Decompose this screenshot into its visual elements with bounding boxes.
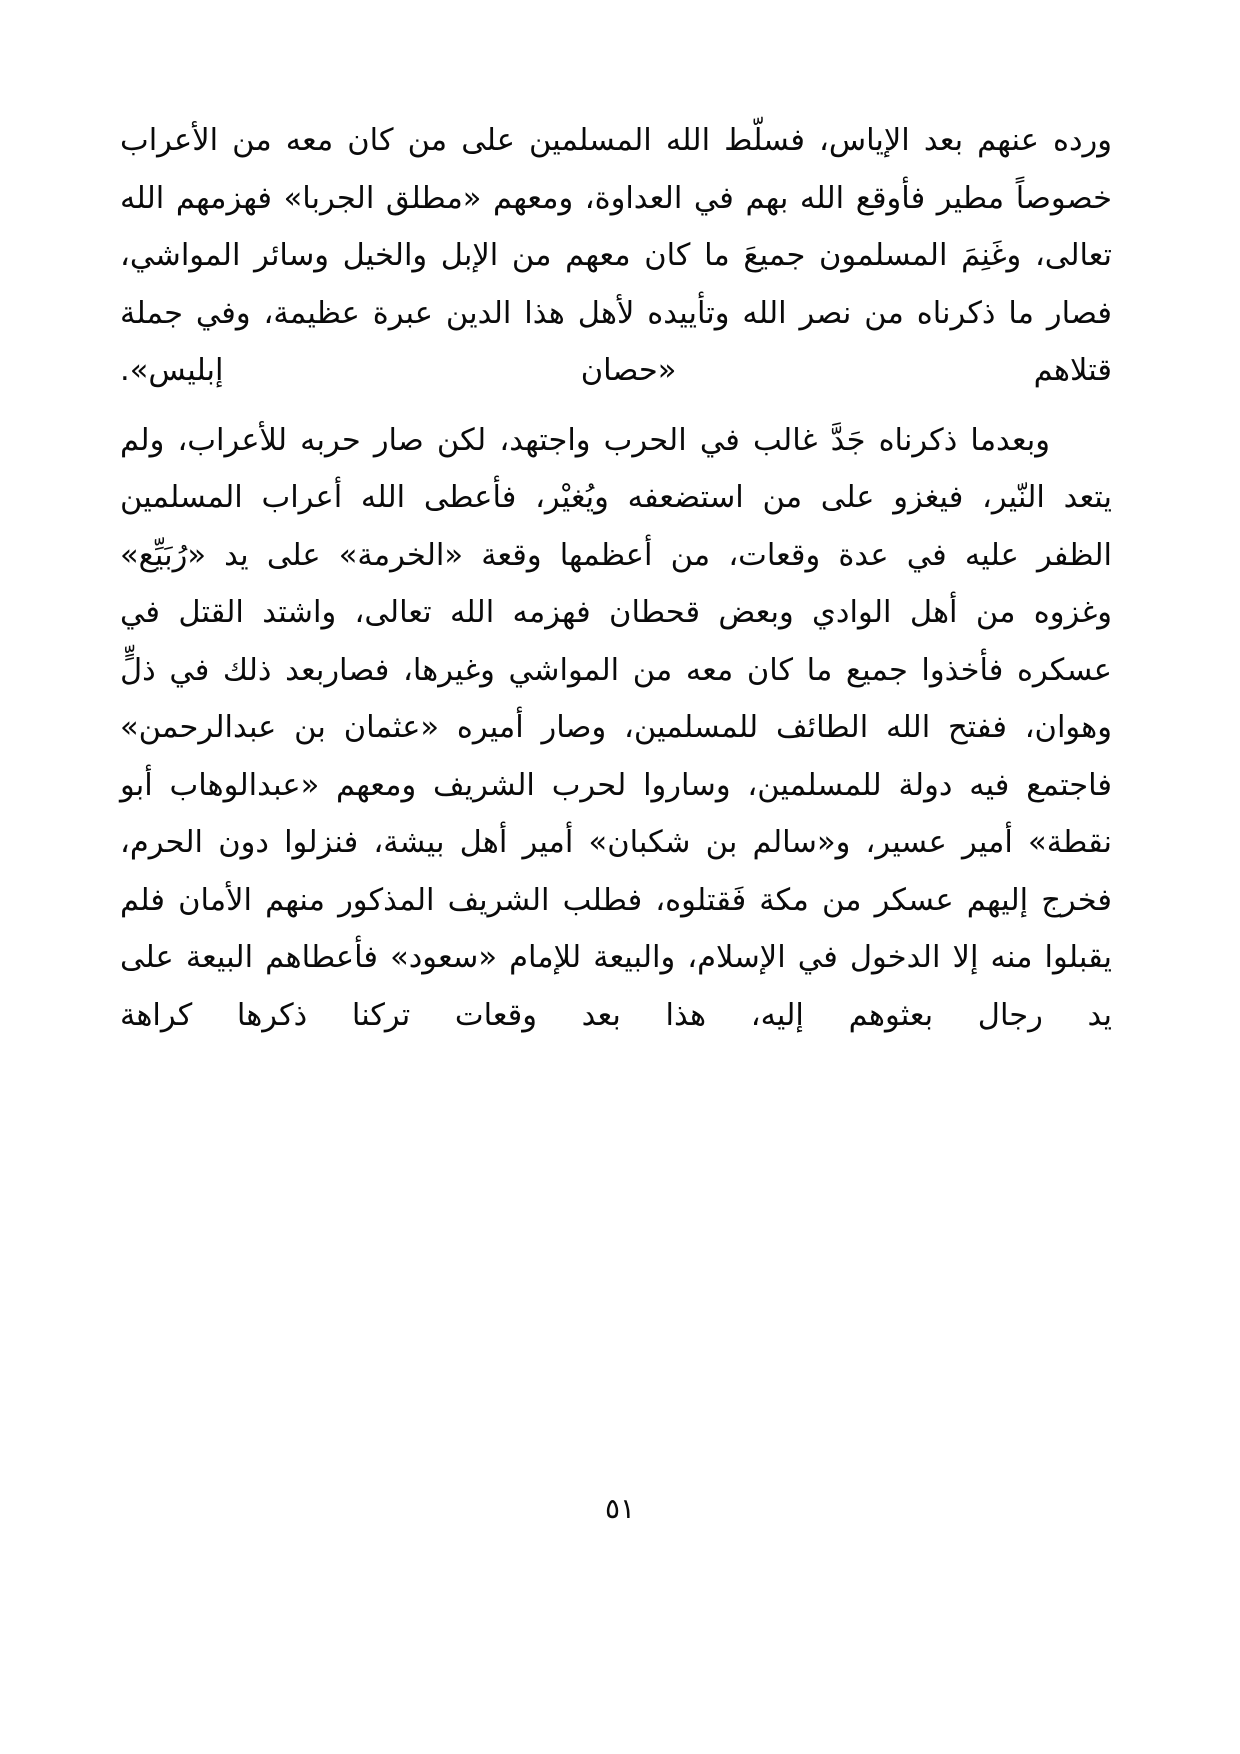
paragraph-2: وبعدما ذكرناه جَدَّ غالب في الحرب واجتهد، لكن صار حربه للأعراب، ولم يتعد النّير، فيغزو على من استضعفه ويُغيْر، فأعطى الله أعراب المسلمين الظفر عليه في عدة وقعات، من أعظمها وقعة «الخرمة» على يد «رُبَيِّع» وغزوه من أهل الوادي وبعض قحطان فهزمه الله تعالى، واشتد القتل في عسكره فأخذوا جميع ما كان معه من المواشي وغيرها، فصاربعد ذلك في ذلٍّ وهوان، ففتح الله الطائف للمسلمين، وصار أميره «عثمان بن عبدالرحمن» فاجتمع فيه دولة للمسلمين، وساروا لحرب الشريف ومعهم «عبدالوهاب أبو نقطة» أمير عسير، و«سالم بن شكبان» أمير أهل بيشة، فنزلوا دون الحرم، فخرج إليهم عسكر من مكة فَقتلوه، فطلب الشريف المذكور منهم الأمان فلم يقبلوا منه إلا الدخول في الإسلام، والبيعة للإمام «سعود» فأعطاهم البيعة على يد رجال بعثوهم إليه، هذا بعد وقعات تركنا ذكرها كراهة — [120, 422, 1112, 1033]
page-number: ٥١ — [604, 1492, 636, 1525]
paragraph-1: ورده عنهم بعد الإياس، فسلّط الله المسلمين على من كان معه من الأعراب خصوصاً مطير فأوقع الله بهم في العداوة، ومعهم «مطلق الجربا» فهزمهم الله تعالى، وغَنِمَ المسلمون جميعَ ما كان معهم من الإبل والخيل وسائر المواشي، فصار ما ذكرناه من نصر الله وتأييده لأهل هذا الدين عبرة عظيمة، وفي جملة قتلاهم «حصان إبليس». — [120, 123, 1112, 388]
page-text-body — [120, 112, 1112, 1056]
